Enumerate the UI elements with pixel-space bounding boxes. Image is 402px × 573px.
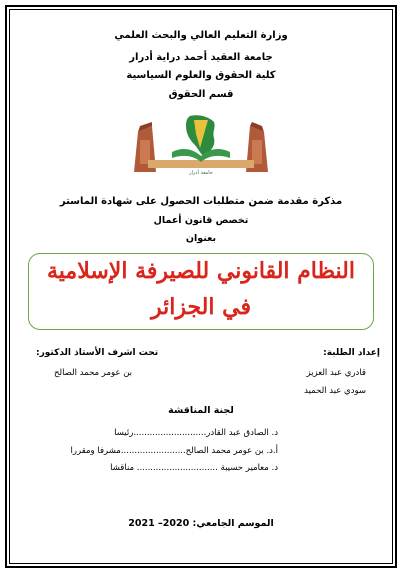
thesis-title-box (28, 253, 374, 330)
thesis-title-line2: في الجزائر (150, 294, 252, 320)
university-name: جامعة العقيد أحمد دراية أدرار (129, 52, 273, 63)
committee-member-1: د. الصادق عبد القادر...........................رئيسا (114, 428, 278, 438)
committee-member-2: أ.د. بن عومر محمد الصالح........................مشرفا ومقررا (70, 446, 278, 456)
supervisor-name: بن عومر محمد الصالح (54, 368, 133, 378)
faculty-name: كلية الحقوق والعلوم السياسية (126, 70, 276, 81)
memo-specialty: تخصص قانون أعمال (153, 215, 249, 226)
committee-label: لجنة المناقشة (168, 405, 234, 416)
memo-titled: بعنوان (185, 233, 217, 244)
student-name-2: سودي عبد الحميد (304, 386, 366, 396)
student-name-1: قادري عبد العزيز (306, 368, 366, 378)
svg-text:جامعة أدرار: جامعة أدرار (189, 170, 213, 176)
department-name: قسم الحقوق (168, 89, 234, 100)
university-logo-icon (128, 112, 274, 176)
academic-year: الموسم الجامعي: 2020– 2021 (128, 518, 274, 529)
ministry-name: وزارة التعليم العالي والبحث العلمي (114, 30, 288, 41)
supervisor-label: تحت اشرف الأستاذ الدكتور: (36, 348, 159, 358)
memo-purpose: مذكرة مقدمة ضمن متطلبات الحصول على شهادة الماستر (59, 196, 343, 207)
students-label: إعداد الطلبة: (323, 348, 380, 358)
committee-member-3: د. معامير حسيبة .............................. مناقشا (110, 463, 278, 473)
thesis-title-line1: النظام القانوني للصيرفة الإسلامية (47, 258, 355, 284)
